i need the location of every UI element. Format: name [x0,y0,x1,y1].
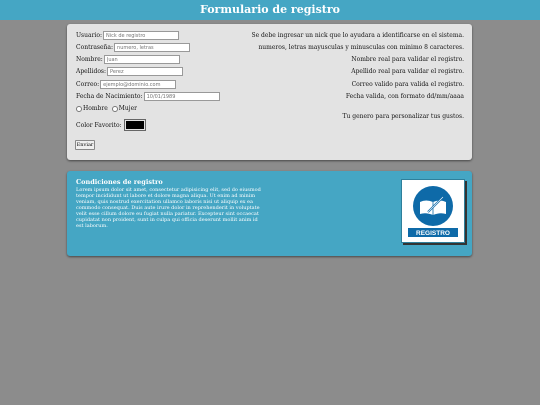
username-row [76,31,179,41]
email-label: Correo: [76,81,100,88]
email-row [76,80,176,90]
birthdate-label: Fecha de Nacimiento: [76,93,143,100]
gender-female-label: Mujer [118,105,138,112]
birthdate-input[interactable] [144,92,220,101]
registration-sign-icon [402,180,464,242]
submit-button[interactable]: Enviar [76,142,94,148]
page-title: Formulario de registro [199,3,340,16]
password-row [76,43,190,53]
conditions-title: Condiciones de registro [76,178,163,186]
registration-form [67,24,472,160]
password-hint: numeros, letras mayusculas y minusculas con minimo 8 caracteres. [258,44,464,51]
gender-row [76,104,137,114]
email-hint: Correo valido para valida el registro. [351,81,464,88]
gender-female-radio[interactable] [112,106,118,112]
page-header [0,0,540,20]
conditions-text: Lorem ipsum dolor sit amet, consectetur adipisicing elit, sed do eiusmod tempor incididunt ut labore et dolore magna aliqua. Ut enim ad minim veniam, quis nostrud exercitation ullamco laboris nisi ut aliquip ex ea commodo consequat. Duis aute irure dolor in reprehenderit in voluptate velit esse cillum dolore eu fugiat nulla pariatur. Excepteur sint occaecat cupidatat non proident, sunt in culpa qui officia deserunt mollit anim id est laborum. [76,187,261,229]
color-label: Color Favorito: [76,121,122,129]
conditions-panel [67,171,472,256]
gender-male-label: Hombre [83,105,108,112]
username-label: Usuario: [76,32,102,39]
lastname-hint: Apellido real para validar el registro. [351,68,464,75]
gender-male-radio[interactable] [76,106,82,112]
lastname-label: Apellidos: [76,68,107,75]
email-input[interactable] [100,80,176,89]
name-input[interactable] [104,55,180,64]
name-hint: Nombre real para validar el registro. [351,56,464,63]
gender-hint: Tu genero para personalizar tus gustos. [342,113,464,120]
badge-label: REGISTRO [416,230,450,237]
password-label: Contraseña: [76,44,114,51]
name-row [76,55,180,65]
lastname-row [76,67,183,77]
color-row [76,119,146,129]
password-input[interactable] [114,43,190,52]
birthdate-row [76,92,220,102]
color-picker[interactable] [124,119,146,131]
username-hint: Se debe ingresar un nick que lo ayudara a identificarse en el sistema. [251,32,464,39]
name-label: Nombre: [76,56,103,63]
birthdate-hint: Fecha valida, con formato dd/mm/aaaa [345,93,464,100]
lastname-input[interactable] [107,67,183,76]
username-input[interactable] [103,31,179,40]
registro-badge [401,179,465,243]
